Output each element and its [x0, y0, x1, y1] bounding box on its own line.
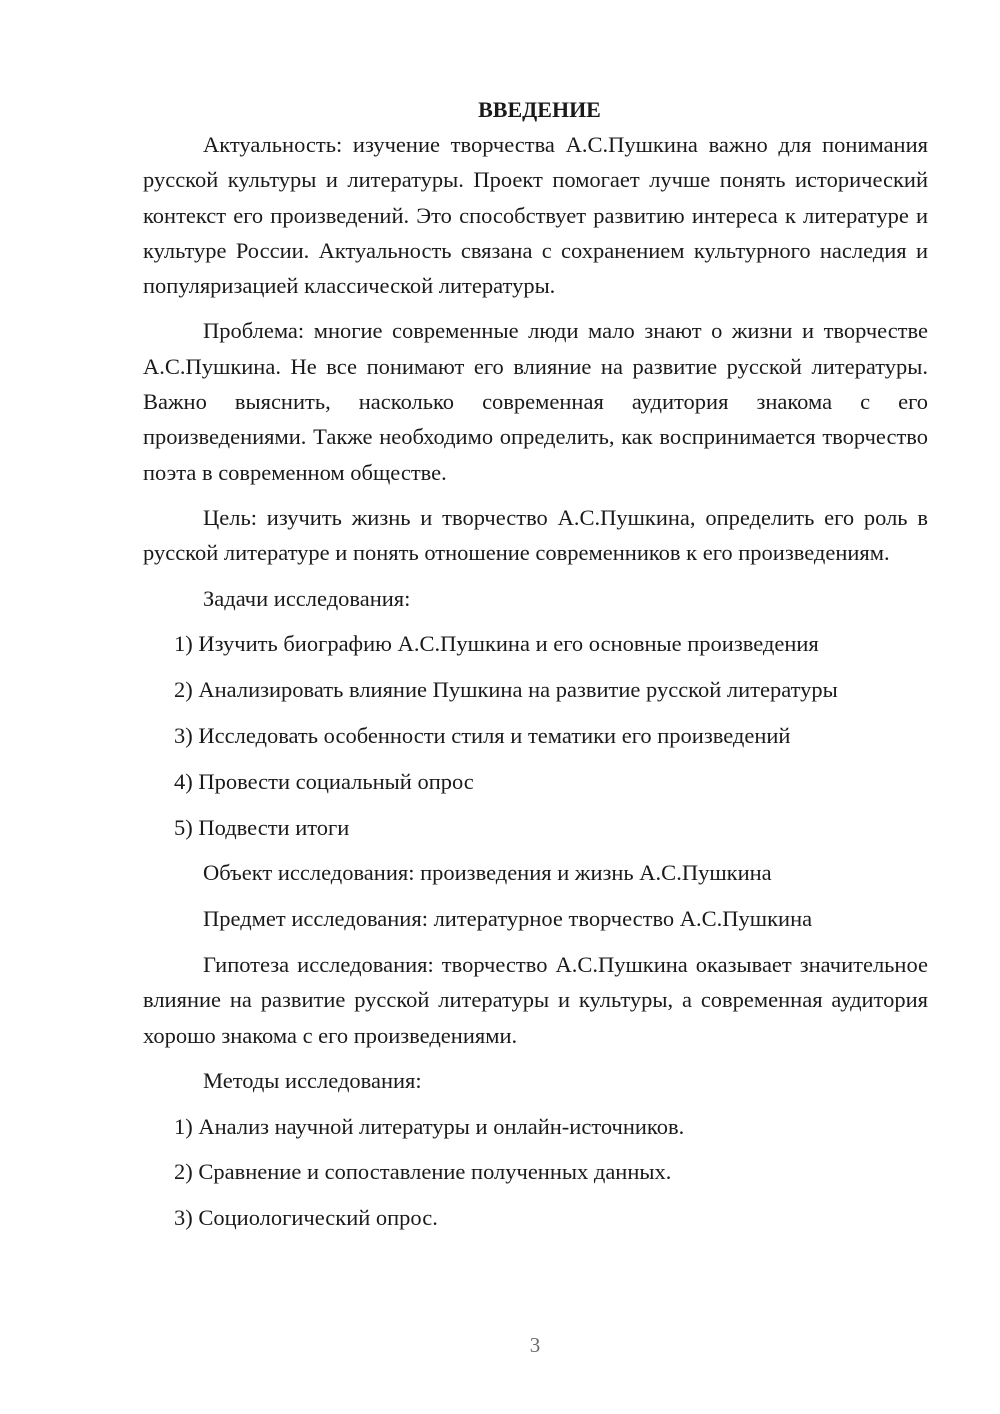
methods-heading: Методы исследования:: [203, 1067, 422, 1093]
hypothesis-paragraph: Гипотеза исследования: творчество А.С.Пушкина оказывает значительное влияние на развитие русской литературы и культуры, а современная аудитория хорошо знакома с его произведениями.: [143, 951, 928, 1048]
document-page: [143, 92, 928, 1246]
research-object: Объект исследования: произведения и жизнь А.С.Пушкина: [203, 860, 772, 886]
goal-paragraph: Цель: изучить жизнь и творчество А.С.Пушкина, определить его роль в русской литературе и понять отношение современников к его произведениям.: [143, 504, 928, 566]
method-item: 1) Анализ научной литературы и онлайн-источников.: [174, 1113, 685, 1139]
task-item: 5) Подвести итоги: [174, 814, 350, 840]
problem-paragraph: Проблема: многие современные люди мало знают о жизни и творчестве А.С.Пушкина. Не все понимают его влияние на развитие русской литературы. Важно выяснить, насколько современная аудитория знакома с его произведениями. Также необходимо определить, как воспринимается творчество поэта в современном обществе.: [143, 318, 928, 485]
tasks-heading: Задачи исследования:: [203, 585, 411, 611]
method-item: 3) Социологический опрос.: [174, 1205, 438, 1231]
section-heading: ВВЕДЕНИЕ: [478, 97, 601, 122]
relevance-paragraph: Актуальность: изучение творчества А.С.Пушкина важно для понимания русской культуры и литературы. Проект помогает лучше понять исторический контекст его произведений. Это способствует развитию интереса к литературе и культуре России. Актуальность связана с сохранением культурного наследия и популяризацией классической литературы.: [143, 132, 928, 299]
method-item: 2) Сравнение и сопоставление полученных данных.: [174, 1159, 672, 1185]
page-number: 3: [529, 1333, 541, 1357]
task-item: 1) Изучить биографию А.С.Пушкина и его основные произведения: [174, 631, 819, 657]
task-item: 4) Провести социальный опрос: [174, 768, 474, 794]
research-subject: Предмет исследования: литературное творчество А.С.Пушкина: [203, 906, 813, 932]
task-item: 2) Анализировать влияние Пушкина на развитие русской литературы: [174, 677, 838, 703]
task-item: 3) Исследовать особенности стиля и тематики его произведений: [174, 722, 791, 748]
